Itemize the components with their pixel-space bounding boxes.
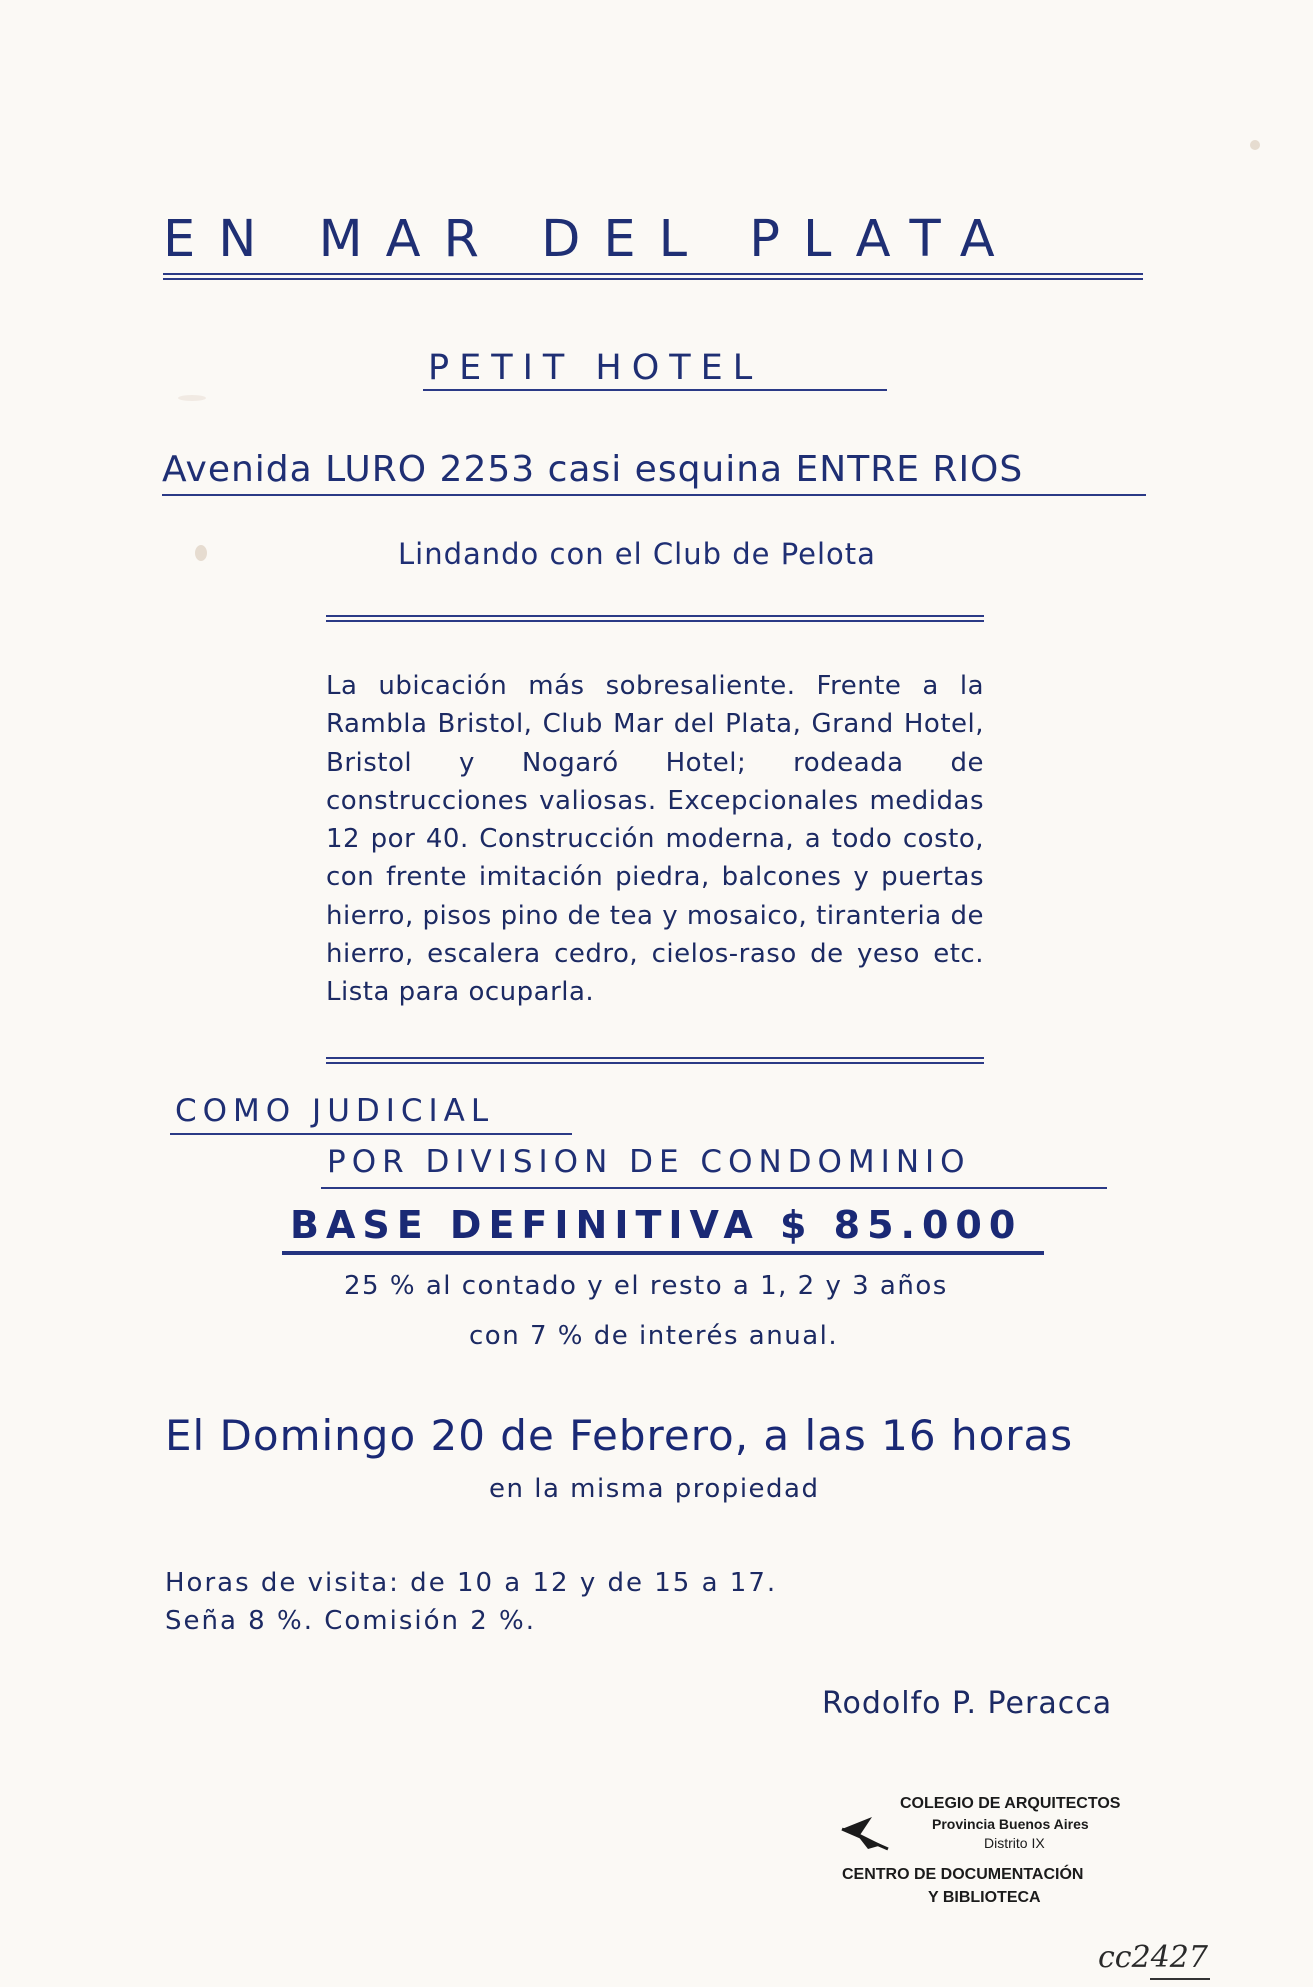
visiting-hours: Horas de visita: de 10 a 12 y de 15 a 17. xyxy=(165,1568,778,1598)
auction-date: El Domingo 20 de Febrero, a las 16 horas xyxy=(165,1411,1074,1460)
stamp-line: Y BIBLIOTECA xyxy=(928,1889,1041,1906)
catalog-number: cc2427 xyxy=(1098,1940,1208,1975)
auction-line-division: POR DIVISION DE CONDOMINIO xyxy=(327,1144,971,1180)
division-underline xyxy=(321,1187,1107,1189)
stamp-line: Provincia Buenos Aires xyxy=(932,1816,1089,1832)
judicial-underline xyxy=(170,1133,572,1135)
stamp-line: COLEGIO DE ARQUITECTOS xyxy=(900,1795,1121,1812)
paper-stain xyxy=(195,545,207,561)
stamp-line: Distrito IX xyxy=(984,1835,1045,1851)
property-address: Avenida LURO 2253 casi esquina ENTRE RIOS xyxy=(162,449,1024,490)
auction-location: en la misma propiedad xyxy=(489,1474,820,1504)
interest-terms: con 7 % de interés anual. xyxy=(469,1321,839,1351)
paper-stain xyxy=(1250,140,1260,150)
title-double-rule xyxy=(163,273,1143,280)
section-divider xyxy=(326,1057,984,1064)
payment-terms: 25 % al contado y el resto a 1, 2 y 3 años xyxy=(344,1271,948,1301)
library-stamp xyxy=(838,1795,1168,1915)
address-underline xyxy=(162,494,1146,496)
auctioneer-signature: Rodolfo P. Peracca xyxy=(822,1686,1113,1721)
page-title: EN MAR DEL PLATA xyxy=(163,210,1018,269)
property-description: La ubicación más sobresaliente. Frente a la Rambla Bristol, Club Mar del Plata, Grand Hotel, Bristol y Nogaró Hotel; rodeada de construcciones valiosas. Excepcionales medidas 12 por 40. Construcción moderna, a todo costo, con frente imitación piedra, balcones y puertas hierro, pisos pino de tea y mosaico, tiranteria de hierro, escalera cedro, cielos-raso de yeso etc. Lista para ocuparla. xyxy=(326,671,984,1008)
adjacent-note: Lindando con el Club de Pelota xyxy=(398,537,876,571)
stamp-line: CENTRO DE DOCUMENTACIÓN xyxy=(842,1866,1084,1883)
base-price: BASE DEFINITIVA $ 85.000 xyxy=(290,1203,1023,1247)
base-underline xyxy=(282,1251,1044,1255)
paper-stain xyxy=(178,395,206,401)
property-type: PETIT HOTEL xyxy=(428,348,763,388)
catalog-number-underline xyxy=(1150,1978,1210,1980)
property-type-underline xyxy=(423,389,887,391)
stamp-logo-icon xyxy=(838,1809,898,1853)
fees: Seña 8 %. Comisión 2 %. xyxy=(165,1606,537,1636)
auction-line-judicial: COMO JUDICIAL xyxy=(175,1093,495,1129)
section-divider xyxy=(326,615,984,622)
